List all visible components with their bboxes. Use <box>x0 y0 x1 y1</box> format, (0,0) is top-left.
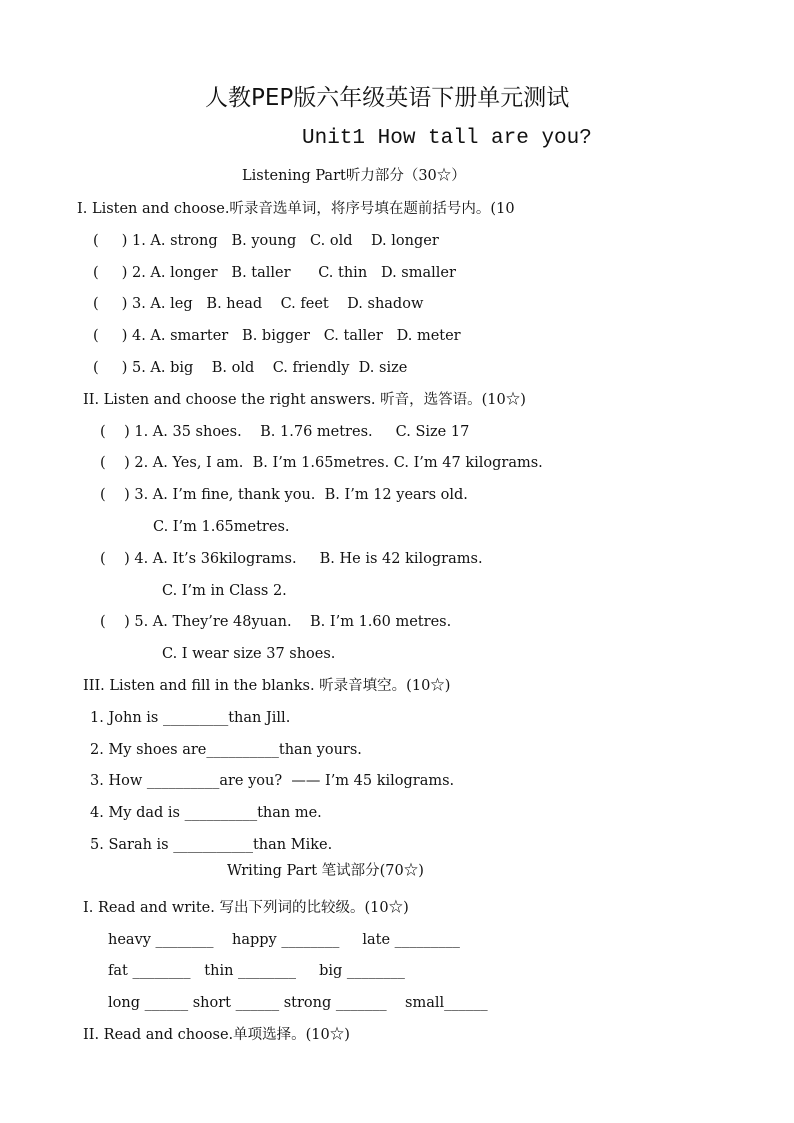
list-item: ( ) 1. A. strong B. young C. old D. longer <box>93 233 439 249</box>
list-item: ( ) 5. A. big B. old C. friendly D. size <box>93 360 408 376</box>
list-item: ( ) 4. A. It’s 36kilograms. B. He is 42 kilograms. <box>100 551 483 567</box>
list-item: fat ________ thin ________ big ________ <box>108 963 405 979</box>
list-item: ( ) 2. A. Yes, I am. B. I’m 1.65metres. C. I’m 47 kilograms. <box>100 455 543 471</box>
list-item: ( ) 3. A. leg B. head C. feet D. shadow <box>93 296 424 312</box>
list-item: ( ) 1. A. 35 shoes. B. 1.76 metres. C. Size 17 <box>100 424 470 440</box>
list-item: C. I’m 1.65metres. <box>153 519 290 535</box>
list-item: 1. John is _________than Jill. <box>90 710 291 726</box>
list-item: ( ) 3. A. I’m fine, thank you. B. I’m 12 years old. <box>100 487 468 503</box>
list-item: ( ) 5. A. They’re 48yuan. B. I’m 1.60 metres. <box>100 614 452 630</box>
list-item: C. I wear size 37 shoes. <box>162 646 336 662</box>
writing-section-2-heading: II. Read and choose.单项选择。(10☆) <box>83 1027 350 1043</box>
listening-part-title: Listening Part听力部分（30☆） <box>242 168 466 184</box>
writing-section-1-heading: I. Read and write. 写出下列词的比较级。(10☆) <box>83 900 409 916</box>
list-item: C. I’m in Class 2. <box>162 583 287 599</box>
list-item: ( ) 4. A. smarter B. bigger C. taller D. meter <box>93 328 461 344</box>
list-item: 3. How __________are you? —— I’m 45 kilograms. <box>90 773 455 789</box>
page-title: 人教PEP版六年级英语下册单元测试 <box>205 85 570 111</box>
list-item: 5. Sarah is ___________than Mike. <box>90 837 333 853</box>
listening-section-2-heading: II. Listen and choose the right answers. 听音，选答语。(10☆) <box>83 392 526 408</box>
listening-section-3-heading: III. Listen and fill in the blanks. 听录音填空。(10☆) <box>83 678 451 694</box>
list-item: ( ) 2. A. longer B. taller C. thin D. smaller <box>93 265 456 281</box>
list-item: 2. My shoes are__________than yours. <box>90 742 362 758</box>
list-item: long ______ short ______ strong _______ small______ <box>108 995 488 1011</box>
list-item: 4. My dad is __________than me. <box>90 805 322 821</box>
unit-subtitle: Unit1 How tall are you? <box>302 127 592 150</box>
list-item: heavy ________ happy ________ late _________ <box>108 932 460 948</box>
writing-part-title: Writing Part 笔试部分(70☆) <box>227 863 424 879</box>
listening-section-1-heading: I. Listen and choose.听录音选单词，将序号填在题前括号内。(10 <box>77 201 515 217</box>
